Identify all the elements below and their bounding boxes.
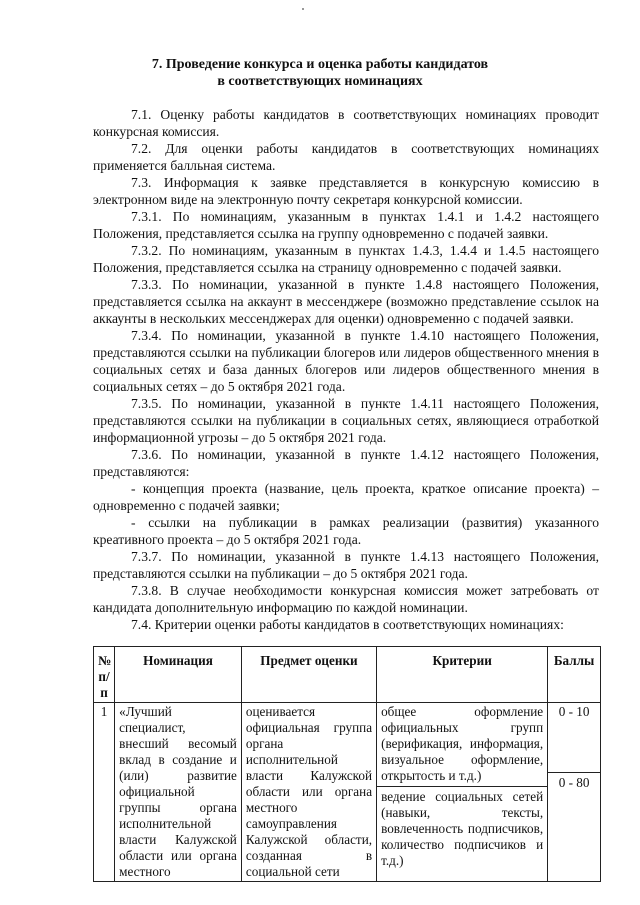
header-criteria: Критерии	[377, 647, 548, 703]
header-num: № п/п	[94, 647, 115, 703]
list-item: - концепция проекта (название, цель проекта, краткое описание проекта) – одновременно с подачей заявки;	[93, 481, 599, 513]
score-1: 0 - 10	[558, 704, 590, 719]
paragraph: 7.1. Оценку работы кандидатов в соответствующих номинациях проводит конкурсная комиссия.	[93, 107, 599, 139]
cell-score	[548, 703, 601, 882]
cell-subject: оценивается официальная группа органа исполнительной власти Калужской области или органа местного самоуправления Калужской области, созданная в социальной сети	[241, 703, 376, 882]
table-row	[94, 703, 601, 882]
criterion-1: общее оформление официальных групп (верификация, информация, визуальное оформление, открытость и т.д.)	[381, 704, 544, 783]
header-score: Баллы	[548, 647, 601, 703]
score-2: 0 - 80	[548, 772, 600, 791]
paragraph: 7.3.6. По номинации, указанной в пункте 1.4.12 настоящего Положения, представляются:	[93, 447, 599, 479]
body-text	[93, 106, 599, 633]
paragraph: 7.2. Для оценки работы кандидатов в соответствующих номинациях применяется балльная система.	[93, 141, 599, 173]
paragraph: 7.3.5. По номинации, указанной в пункте 1.4.11 настоящего Положения, представляются ссылки на публикации в социальных сетях, являющиеся отработкой информационной угрозы – до 5 октября 2021 года.	[93, 396, 599, 445]
paragraph: 7.3.3. По номинации, указанной в пункте 1.4.8 настоящего Положения, представляется ссылка на аккаунт в мессенджере (возможно представление ссылок на аккаунты в нескольких мессенджерах для оценки) одновременно с подачей заявки.	[93, 277, 599, 326]
section-heading-line2: в соответствующих номинациях	[217, 74, 423, 89]
header-subject: Предмет оценки	[241, 647, 376, 703]
paragraph: 7.3.4. По номинации, указанной в пункте 1.4.10 настоящего Положения, представляются ссылки на публикации блогеров или лидеров общественного мнения в социальных сетях и база данных блогеров или лидеров общественного мнения в социальных сетях – до 5 октября 2021 года.	[93, 328, 599, 394]
paragraph: 7.3.2. По номинациям, указанным в пунктах 1.4.3, 1.4.4 и 1.4.5 настоящего Положения, представляется ссылка на страницу одновременно с подачей заявки.	[93, 243, 599, 275]
paragraph: 7.3.1. По номинациям, указанным в пунктах 1.4.1 и 1.4.2 настоящего Положения, представляется ссылка на группу одновременно с подачей заявки.	[93, 209, 599, 241]
paragraph: 7.4. Критерии оценки работы кандидатов в соответствующих номинациях:	[131, 617, 564, 632]
paragraph: 7.3. Информация к заявке представляется в конкурсную комиссию в электронном виде на электронную почту секретаря конкурсной комиссии.	[93, 175, 599, 207]
criteria-table	[93, 646, 601, 882]
header-nomination: Номинация	[115, 647, 242, 703]
paragraph: 7.3.7. По номинации, указанной в пункте 1.4.13 настоящего Положения, представляются ссылки на публикации – до 5 октября 2021 года.	[93, 549, 599, 581]
table-header-row	[94, 647, 601, 703]
paragraph: 7.3.8. В случае необходимости конкурсная комиссия может затребовать от кандидата дополнительную информацию по каждой номинации.	[93, 583, 599, 615]
list-item: - ссылки на публикации в рамках реализации (развития) указанного креативного проекта – до 5 октября 2021 года.	[93, 515, 599, 547]
scan-speck	[302, 8, 304, 10]
criterion-2: ведение социальных сетей (навыки, тексты, вовлеченность подписчиков, количество подписчиков и т.д.)	[377, 786, 547, 869]
cell-nomination: «Лучший специалист, внесший весомый вклад в создание и (или) развитие официальной группы органа исполнительной власти Калужской области или органа местного	[115, 703, 242, 882]
cell-criteria	[377, 703, 548, 882]
section-heading-line1: 7. Проведение конкурса и оценка работы кандидатов	[151, 57, 489, 72]
cell-num: 1	[94, 703, 115, 882]
